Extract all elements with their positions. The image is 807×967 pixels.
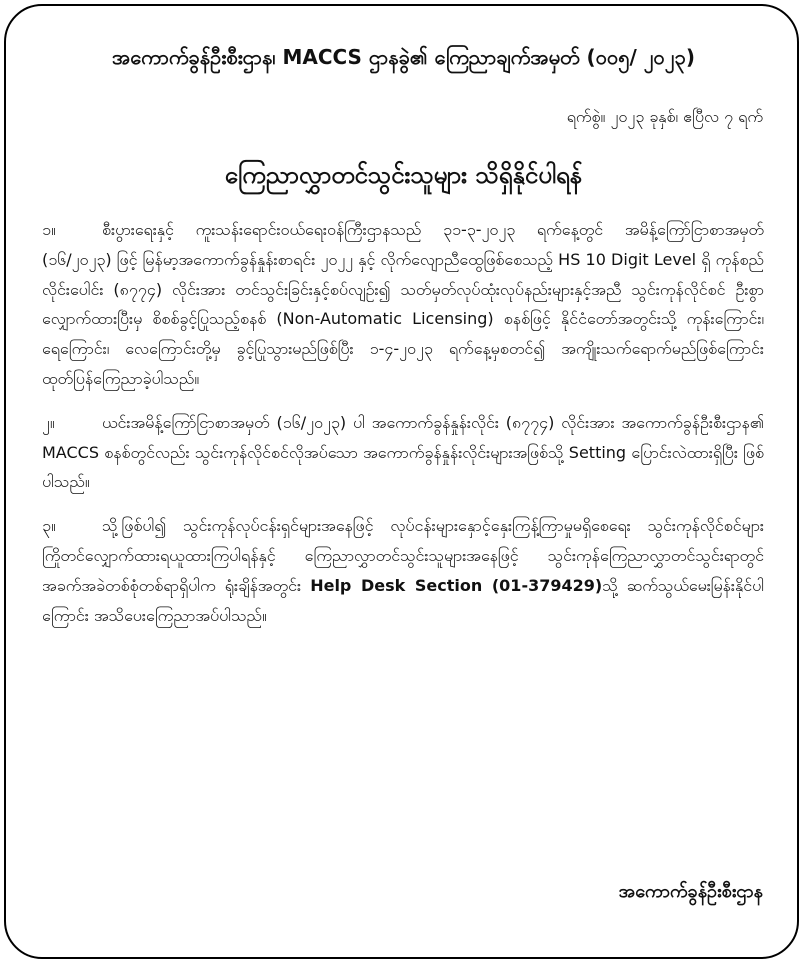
help-desk-contact: Help Desk Section (01-379429) [310,575,603,595]
paragraph-number: ၁။ [42,220,56,239]
notice-header: အကောက်ခွန်ဦးစီးဌာန၊ MACCS ဌာနခွဲ၏ ကြေညာချက်အမှတ် (၀၀၅/ ၂၀၂၃) [111,45,696,69]
signature-department: အကောက်ခွန်ဦးစီးဌာန [618,881,763,902]
notice-date: ရက်စွဲ။ ၂၀၂၃ ခုနှစ်၊ ဧပြီလ ၇ ရက် [566,107,763,126]
paragraph-number: ၃။ [42,516,56,536]
page-title: ကြေညာလွှာတင်သွင်းသူများ သိရှိနိုင်ပါရန် [224,161,583,189]
paragraph-text: စီးပွားရေးနှင့် ကူးသန်းရောင်းဝယ်ရေးဝန်ကြီးဌာနသည် ၃၁-၃-၂၀၂၃ ရက်နေ့တွင် အမိန့်ကြော်ငြာစာအမှတ် (၁၆/၂၀၂၃) ဖြင့် မြန်မာ့အကောက်ခွန်နှုန်းစာရင်း ၂၀၂၂ နှင့် လိုက်လျောညီထွေဖြစ်စေသည့် HS 10 Digit Level ရှိ ကုန်စည်လိုင်းပေါင်း (၈၇၇၄) လိုင်းအား တင်သွင်းခြင်းနှင့်စပ်လျဉ်း၍ သတ်မှတ်လုပ်ထုံးလုပ်နည်းများနှင့်အညီ သွင်းကုန်လိုင်စင် ဦးစွာလျှောက်ထားပြီးမှ စိစစ်ခွင့်ပြုသည့်စနစ် (Non-Automatic Licensing) စနစ်ဖြင့် နိုင်ငံတော်အတွင်းသို့ ကုန်းကြောင်း၊ ရေကြောင်း၊ လေကြောင်းတို့မှ ခွင့်ပြုသွားမည်ဖြစ်ပြီး ၁-၄-၂၀၂၃ ရက်နေ့မှစတင်၍ အကျိုးသက်ရောက်မည်ဖြစ်ကြောင်း ထုတ်ပြန်ကြေညာခဲ့ပါသည်။ [42,220,764,388]
paragraph-2 [42,408,764,497]
paragraph-text-end: သို့ ဆက်သွယ်မေးမြန်းနိုင်ပါကြောင်း အသိပေးကြေညာအပ်ပါသည်။ [42,575,765,625]
paragraph-text: သို့ဖြစ်ပါ၍ သွင်းကုန်လုပ်ငန်းရှင်များအနေဖြင့် လုပ်ငန်းများနှောင့်နှေးကြန့်ကြာမှုမရှိစေရေး သွင်းကုန်လိုင်စင်များ ကြိုတင်လျှောက်ထားရယူထားကြပါရန်နှင့် ကြေညာလွှာတင်သွင်းသူများအနေဖြင့် သွင်းကုန်ကြေညာလွှာတင်သွင်းရာတွင် အခက်အခဲတစ်စုံတစ်ရာရှိပါက ရုံးချိန်အတွင်း [42,516,764,595]
paragraph-number: ၂။ [42,412,55,432]
notice-body [42,215,764,644]
paragraph-1 [42,215,764,394]
paragraph-text: ယင်းအမိန့်ကြော်ငြာစာအမှတ် (၁၆/၂၀၂၃) ပါ အကောက်ခွန်နှုန်းလိုင်း (၈၇၇၄) လိုင်းအား အကောက်ခွန်ဦးစီးဌာန၏ MACCS စနစ်တွင်လည်း သွင်းကုန်လိုင်စင်လိုအပ်သော အကောက်ခွန်နှုန်းလိုင်းများအဖြစ်သို့ Setting ပြောင်းလဲထားရှိပြီး ဖြစ်ပါသည်။ [42,412,764,492]
paragraph-3 [42,511,764,630]
